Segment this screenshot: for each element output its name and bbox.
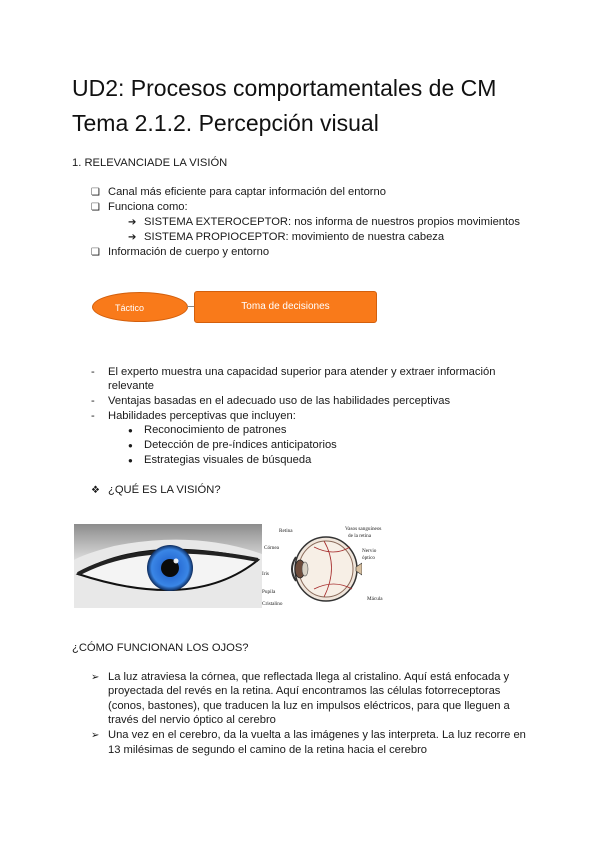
dash-bullet-icon: - bbox=[91, 395, 95, 407]
paragraph-line: Una vez en el cerebro, da la vuelta a las imágenes y las interpreta. La luz recorre en bbox=[108, 729, 526, 741]
diagram-node-tactico: Táctico bbox=[92, 292, 188, 322]
label-cristalino: Cristalino bbox=[262, 601, 283, 607]
label-iris: Iris bbox=[262, 571, 269, 577]
dash-item-text: El experto muestra una capacidad superior para atender y extraer información bbox=[108, 366, 496, 378]
label-nervio: Nervio bbox=[362, 548, 377, 554]
diagram-node-toma-decisiones: Toma de decisiones bbox=[194, 291, 377, 323]
label-pupila: Pupila bbox=[262, 589, 276, 595]
paragraph-line: través del nervio óptico al cerebro bbox=[108, 714, 276, 726]
dash-item-text: Habilidades perceptivas que incluyen: bbox=[108, 410, 296, 422]
dot-bullet-icon: ● bbox=[128, 426, 133, 435]
arrow-bullet-icon: ➔ bbox=[128, 217, 137, 228]
dot-bullet-icon: ● bbox=[128, 456, 133, 465]
document-subtitle: Tema 2.1.2. Percepción visual bbox=[72, 110, 379, 136]
question-heading: ¿QUÉ ES LA VISIÓN? bbox=[108, 484, 221, 496]
section-title-funcionan: ¿CÓMO FUNCIONAN LOS OJOS? bbox=[72, 642, 249, 654]
sub-item-text: Detección de pre-índices anticipatorios bbox=[144, 439, 337, 451]
dot-bullet-icon: ● bbox=[128, 441, 133, 450]
bullet-text: Funciona como: bbox=[108, 201, 188, 213]
checkbox-bullet-icon: ❏ bbox=[91, 202, 100, 213]
paragraph-line: (conos, bastones), que traducen la luz en impulsos eléctricos, para que lleguen a bbox=[108, 700, 510, 712]
diamond-bullet-icon: ❖ bbox=[91, 485, 100, 496]
label-macula: Mácula bbox=[367, 596, 383, 602]
eye-photo bbox=[74, 524, 262, 608]
label-retina: Retina bbox=[279, 528, 293, 534]
section-title-relevancia: 1. RELEVANCIADE LA VISIÓN bbox=[72, 157, 228, 169]
sub-item-text: Reconocimiento de patrones bbox=[144, 424, 287, 436]
dash-bullet-icon: - bbox=[91, 366, 95, 378]
bullet-text: Información de cuerpo y entorno bbox=[108, 246, 270, 258]
dash-bullet-icon: - bbox=[91, 410, 95, 422]
paragraph-line: 13 milésimas de segundo el camino de la retina hacia el cerebro bbox=[108, 744, 428, 756]
eye-anatomy-diagram bbox=[284, 527, 362, 607]
arrowhead-bullet-icon: ➢ bbox=[91, 730, 100, 741]
sub-bullet-text: SISTEMA PROPIOCEPTOR: movimiento de nuestra cabeza bbox=[144, 231, 445, 243]
dash-item-text: relevante bbox=[108, 380, 155, 392]
checkbox-bullet-icon: ❏ bbox=[91, 187, 100, 198]
label-vasos: Vasos sanguíneos bbox=[345, 526, 382, 532]
sub-bullet-text: SISTEMA EXTEROCEPTOR: nos informa de nuestros propios movimientos bbox=[144, 216, 520, 228]
checkbox-bullet-icon: ❏ bbox=[91, 247, 100, 258]
paragraph-line: La luz atraviesa la córnea, que reflectada llega al cristalino. Aquí está enfocada y bbox=[108, 671, 510, 683]
dash-item-text: Ventajas basadas en el adecuado uso de las habilidades perceptivas bbox=[108, 395, 451, 407]
label-nervio-2: óptico bbox=[362, 555, 375, 561]
label-cornea: Córnea bbox=[264, 545, 279, 551]
arrowhead-bullet-icon: ➢ bbox=[91, 672, 100, 683]
sub-item-text: Estrategias visuales de búsqueda bbox=[144, 454, 312, 466]
paragraph-line: proyectada del revés en la retina. Aquí encontramos las células fotorreceptoras bbox=[108, 685, 501, 697]
document-title: UD2: Procesos comportamentales de CM bbox=[72, 75, 497, 101]
label-vasos-2: de la retina bbox=[348, 533, 372, 539]
arrow-bullet-icon: ➔ bbox=[128, 232, 137, 243]
bullet-text: Canal más eficiente para captar información del entorno bbox=[108, 186, 386, 198]
